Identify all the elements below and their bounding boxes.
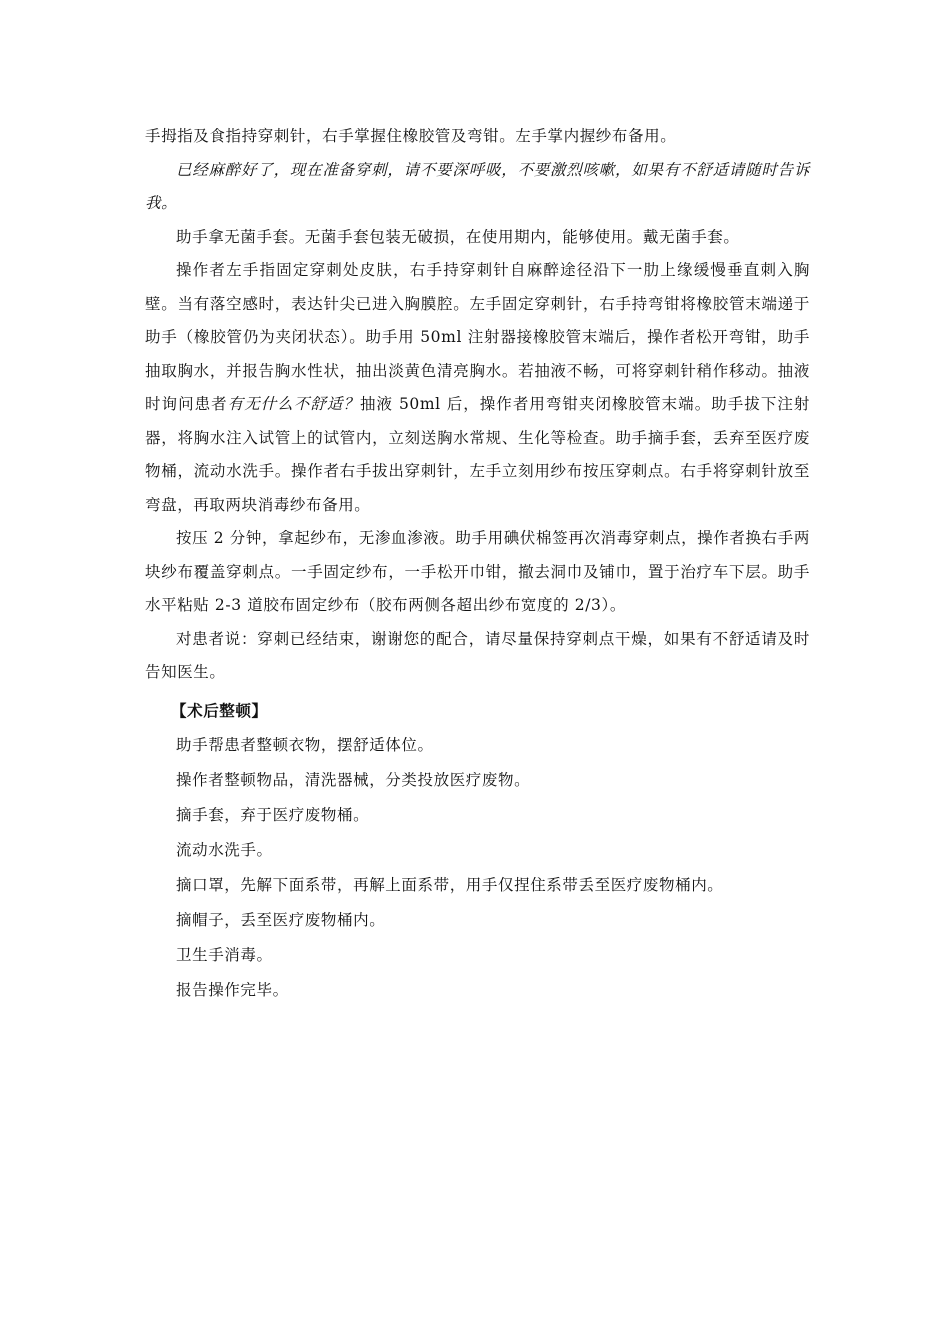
step-item: 助手帮患者整顿衣物，摆舒适体位。: [176, 735, 434, 754]
paragraph-puncture-procedure: [145, 254, 810, 522]
step-item: 摘帽子，丢至医疗废物桶内。: [176, 910, 386, 929]
step-item: 报告操作完毕。: [176, 980, 289, 999]
step-item: 摘口罩，先解下面系带，再解上面系带，用手仅捏住系带丢至医疗废物桶内。: [176, 875, 724, 894]
step-item: 卫生手消毒。: [176, 945, 273, 964]
step-item: 流动水洗手。: [176, 840, 273, 859]
paragraph-sterile-gloves: 助手拿无菌手套。无菌手套包装无破损，在使用期内，能够使用。戴无菌手套。: [176, 227, 740, 246]
puncture-text-part-2: 抽液 50ml 后，操作者用弯钳夹闭橡胶管末端。助手拔下注射器，将胸水注入试管上的试管内，立刻送胸水常规、生化等检查。助手摘手套，丢弃至医疗废物桶，流动水洗手。操作者右手拔出穿刺针，左手立刻用纱布按压穿刺点。右手将穿刺针放至弯盘，再取两块消毒纱布备用。: [145, 395, 810, 514]
paragraph-patient-instruction: 已经麻醉好了，现在准备穿刺，请不要深呼吸，不要激烈咳嗽，如果有不舒适请随时告诉我。: [145, 160, 810, 212]
step-item: 摘手套，弃于医疗废物桶。: [176, 805, 370, 824]
paragraph-instrument-grip: 手拇指及食指持穿刺针，右手掌握住橡胶管及弯钳。左手掌内握纱布备用。: [145, 127, 677, 145]
section-heading-post-op: 【术后整顿】: [171, 700, 268, 720]
step-item: 操作者整顿物品，清洗器械，分类投放医疗废物。: [176, 770, 531, 789]
paragraph-dressing: 按压 2 分钟，拿起纱布，无渗血渗液。助手用碘伏棉签再次消毒穿刺点，操作者换右手两块纱布覆盖穿刺点。一手固定纱布，一手松开巾钳，撤去洞巾及铺巾，置于治疗车下层。助手水平粘贴 2-3 道胶布固定纱布（胶布两侧各超出纱布宽度的 2/3）。: [145, 529, 810, 614]
patient-question: 有无什么不舒适？: [227, 395, 360, 413]
paragraph-closing-remarks: 对患者说：穿刺已经结束，谢谢您的配合，请尽量保持穿刺点干燥，如果有不舒适请及时告知医生。: [145, 629, 810, 681]
puncture-text-part-1: 操作者左手指固定穿刺处皮肤，右手持穿刺针自麻醉途径沿下一肋上缘缓慢垂直刺入胸壁。当有落空感时，表达针尖已进入胸膜腔。左手固定穿刺针，右手持弯钳将橡胶管末端递于助手（橡胶管仍为夹闭状态）。助手用 50ml 注射器接橡胶管末端后，操作者松开弯钳，助手抽取胸水，并报告胸水性状，抽出淡黄色清亮胸水。若抽液不畅，可将穿刺针稍作移动。抽液时询问患者: [145, 261, 810, 413]
document-page: [145, 120, 810, 1008]
